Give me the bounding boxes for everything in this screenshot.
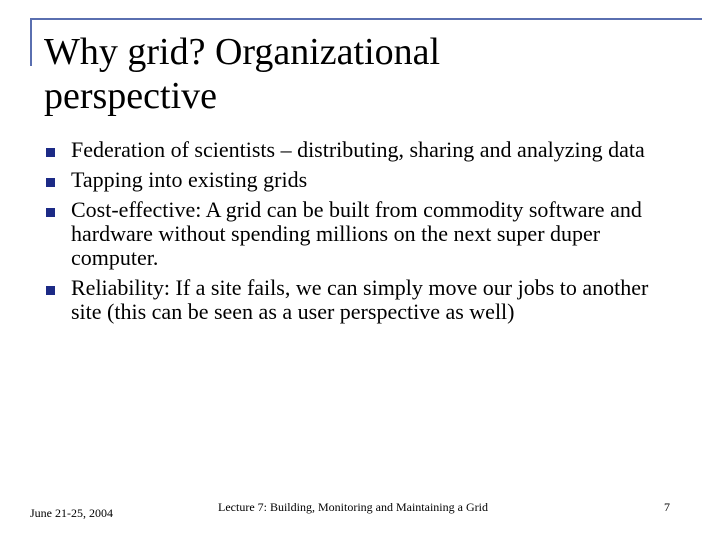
page-number: 7: [664, 500, 670, 514]
square-bullet-icon: [46, 148, 55, 157]
bullet-list: [44, 138, 684, 330]
square-bullet-icon: [46, 208, 55, 217]
bullet-item: [44, 138, 684, 162]
footer-title: Lecture 7: Building, Monitoring and Maintaining a Grid: [218, 500, 488, 514]
slide-title: [44, 30, 684, 118]
bullet-text: Reliability: If a site fails, we can simply move our jobs to another site (this can be seen as a user perspective as well): [71, 275, 649, 324]
bullet-item: [44, 276, 684, 324]
bullet-item: [44, 168, 684, 192]
square-bullet-icon: [46, 178, 55, 187]
bullet-text: Tapping into existing grids: [71, 167, 308, 192]
footer-date: June 21-25, 2004: [30, 506, 113, 520]
slide-title-line: Why grid? Organizational: [44, 31, 441, 73]
bullet-text: Federation of scientists – distributing, sharing and analyzing data: [71, 137, 645, 162]
bullet-text: Cost-effective: A grid can be built from commodity software and hardware without spending millions on the next super duper computer.: [71, 197, 642, 270]
title-frame-top-line: [30, 18, 702, 20]
square-bullet-icon: [46, 286, 55, 295]
title-frame-left-line: [30, 18, 32, 66]
bullet-item: [44, 198, 684, 270]
slide-title-line: perspective: [44, 75, 218, 117]
